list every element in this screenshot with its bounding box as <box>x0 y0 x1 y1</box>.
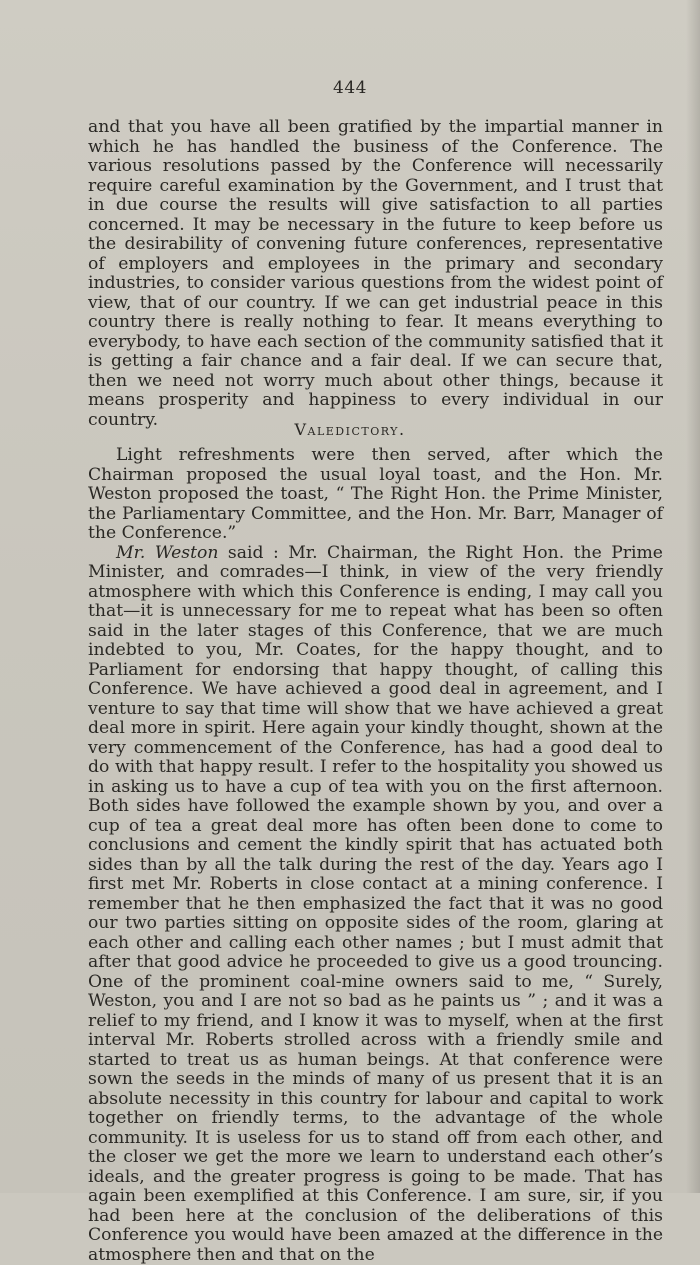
section-heading-text: Valedictory. <box>294 420 405 439</box>
paragraph-speech <box>88 544 663 1265</box>
page-edge-shadow <box>686 0 700 1193</box>
paragraph-continued: and that you have all been gratified by the impartial manner in which he has handled the business of the Conference. The various resolutions passed by the Conference will necessarily require careful examination by the Government, and I trust that in due course the results will give satisfaction to all parties concerned. It may be necessary in the future to keep before us the desirability of convening future conferences, representative of employers and employees in the primary and secondary industries, to consider various questions from the widest point of view, that of our country. If we can get industrial peace in this country there is really nothing to fear. It means everything to everybody, to have each section of the community satisfied that it is getting a fair chance and a fair deal. If we can secure that, then we need not worry much about other things, because it means prosperity and happiness to every individual in our country. <box>88 118 663 430</box>
text-block-top <box>88 118 663 430</box>
speech-text: said : Mr. Chairman, the Right Hon. the Prime Minister, and comrades—I think, in view of the very friendly atmosphere with which this Conference is ending, I may call you that—it is unnecessary for me to repeat what has been so often said in the later stages of this Conference, that we are much indebted to you, Mr. Coates, for the happy thought, and to Parliament for endorsing that happy thought, of calling this Conference. We have achieved a good deal in agreement, and I venture to say that time will show that we have achieved a great deal more in spirit. Here again your kindly thought, shown at the very commencement of the Conference, has had a good deal to do with that happy result. I refer to the hospitality you showed us in asking us to have a cup of tea with you on the first afternoon. Both sides have followed the example shown by you, and over a cup of tea a great deal more has often been done to come to conclusions and cement the kindly spirit that has actuated both sides than by all the talk during the rest of the day. Years ago I first met Mr. Roberts in close contact at a mining conference. I remember that he then emphasized the fact that it was no good our two parties sitting on opposite sides of the room, glaring at each other and calling each other names ; but I must admit that after that good advice he proceeded to give us a good trouncing. One of the prominent coal-mine owners said to me, “ Surely, Weston, you and I are not so bad as he paints us ” ; and it was a relief to my friend, and I know it was to myself, when at the first interval Mr. Roberts strolled across with a friendly smile and started to treat us as human beings. At that conference were sown the seeds in the minds of many of us present that it is an absolute necessity in this country for labour and capital to work together on friendly terms, to the advantage of the whole community. It is useless for us to stand off from each other, and the closer we get the more we learn to understand each other’s ideals, and the greater progress is going to be made. That has again been exemplified at this Conference. I am sure, sir, if you had been here at the conclusion of the deliberations of this Conference you would have been amazed at the difference in the atmosphere then and that on the <box>88 543 663 1265</box>
section-heading <box>0 420 700 439</box>
speaker-name: Mr. Weston <box>116 543 218 563</box>
text-block-valedictory <box>88 446 663 1265</box>
page-number: 444 <box>0 78 700 98</box>
paragraph-toast: Light refreshments were then served, after which the Chairman proposed the usual loyal toast, and the Hon. Mr. Weston proposed the toast, “ The Right Hon. the Prime Minister, the Parliamentary Committee, and the Hon. Mr. Barr, Manager of the Conference.” <box>88 446 663 544</box>
